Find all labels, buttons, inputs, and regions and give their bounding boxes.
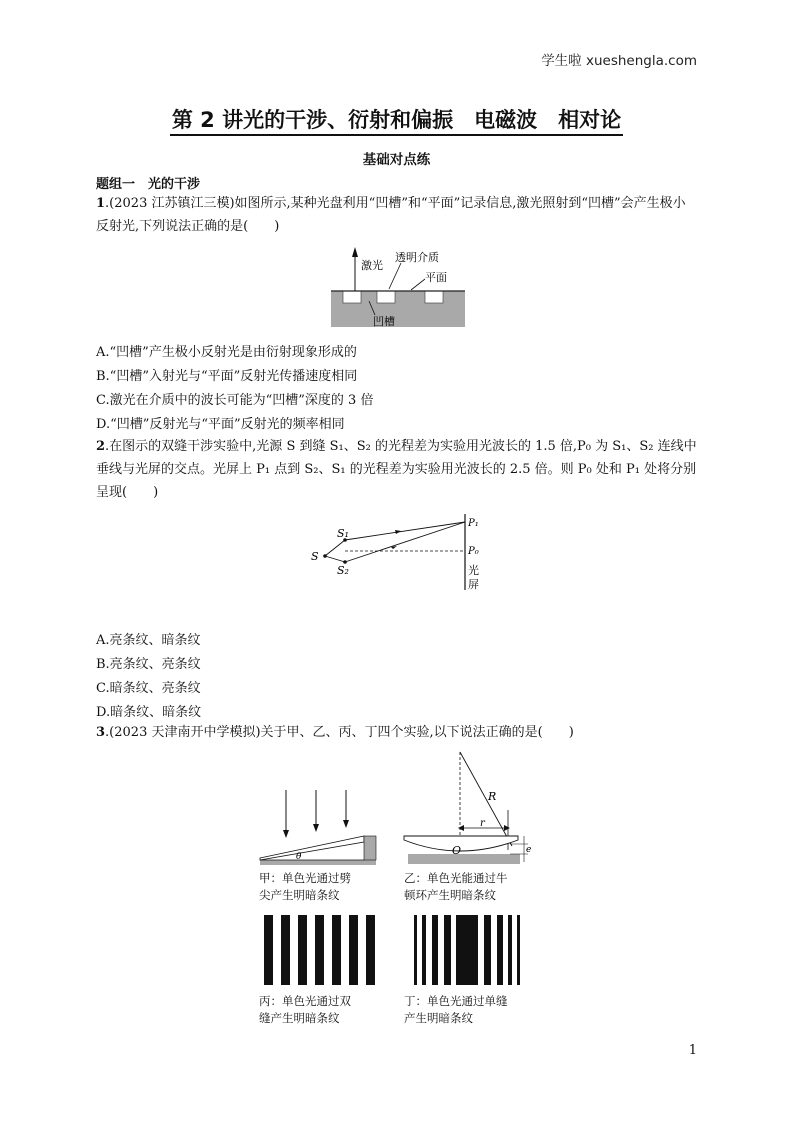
label-plane: 平面 [425,271,447,284]
figure-ding-fringes [412,915,522,985]
label-R: R [488,790,497,803]
label-S1: S₁ [337,527,349,540]
label-laser: 激光 [361,259,383,272]
groove-2 [377,291,395,303]
caption-bing: 丙：单色光通过双 缝产生明暗条纹 [259,994,351,1025]
q1-option-b[interactable]: B.“凹槽”入射光与“平面”反射光传播速度相同 [96,369,358,384]
label-e: e [526,845,532,855]
caption-yi: 乙：单色光能通过牛 顿环产生明暗条纹 [404,871,508,902]
caption-ding: 丁：单色光通过单缝 产生明暗条纹 [404,994,508,1025]
question-1: 1.(2023 江苏镇江三模)如图所示,某种光盘利用“凹槽”和“平面”记录信息,激光照射到“凹槽”会产生极小反射光,下列说法正确的是( ) [96,196,686,234]
label-groove: 凹槽 [373,315,395,328]
q2-option-b[interactable]: B.亮条纹、亮条纹 [96,657,201,672]
section-subtitle: 基础对点练 [362,152,431,168]
q1-option-a[interactable]: A.“凹槽”产生极小反射光是由衍射现象形成的 [96,345,357,360]
label-screen-1: 光 [468,564,479,577]
q1-option-c[interactable]: C.激光在介质中的波长可能为“凹槽”深度的 3 倍 [96,393,374,408]
page-title: 第 2 讲光的干涉、衍射和偏振 电磁波 相对论 [0,104,793,134]
figure-jia-wedge [256,786,380,866]
label-P0: P₀ [468,546,479,557]
laser-arrow-icon [352,247,358,257]
watermark: 学生啦 xueshengla.com [541,53,697,69]
label-S2: S₂ [337,564,349,577]
group-heading: 题组一 光的干涉 [96,177,201,192]
label-screen-2: 屏 [468,578,479,591]
question-3: 3.(2023 天津南开中学模拟)关于甲、乙、丙、丁四个实验,以下说法正确的是( ) [96,725,574,740]
arrow-down-icon [343,820,349,828]
figure-bing-fringes [262,915,378,985]
label-O: O [452,844,462,857]
page-number: 1 [688,1043,697,1058]
arrow-left-icon [458,825,464,831]
groove-3 [425,291,443,303]
label-medium: 透明介质 [395,251,439,264]
q2-option-a[interactable]: A.亮条纹、暗条纹 [96,633,201,648]
arrow-down-icon [313,824,319,832]
question-2: 2.在图示的双缝干涉实验中,光源 S 到缝 S₁、S₂ 的光程差为实验用光波长的 1.5 倍,P₀ 为 S₁、S₂ 连线中垂线与光屏的交点。光屏上 P₁ 点到 S₂、S₁ 的光程差为实验用光波长的 2.5 倍。则 P₀ 处和 P₁ 处将分别呈现( ) [96,439,697,500]
groove-1 [343,291,361,303]
figure-yi-newton-rings [400,750,535,868]
label-r: r [480,818,485,829]
figure-double-slit [305,510,495,594]
label-P1: P₁ [468,518,479,529]
q2-option-d[interactable]: D.暗条纹、暗条纹 [96,705,202,720]
label-theta: θ [296,852,302,862]
label-S: S [311,550,319,563]
arrow-down-icon [283,830,289,838]
figure-optical-disc [325,243,470,331]
caption-jia: 甲：单色光通过劈 尖产生明暗条纹 [259,871,351,902]
q1-option-d[interactable]: D.“凹槽”反射光与“平面”反射光的频率相同 [96,417,345,432]
q2-option-c[interactable]: C.暗条纹、亮条纹 [96,681,201,696]
arrow-right-icon [504,825,510,831]
